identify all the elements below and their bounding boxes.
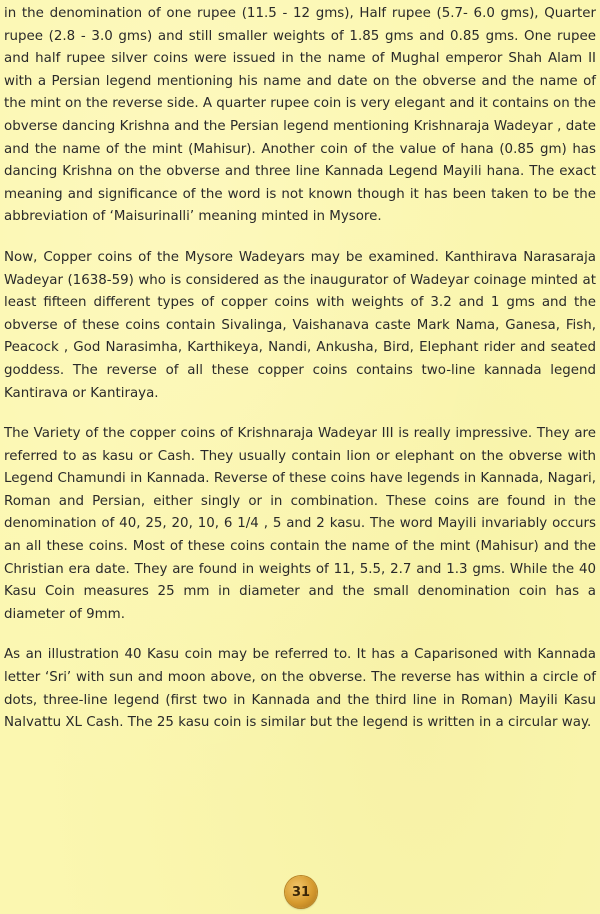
paragraph-silver-coins: in the denomination of one rupee (11.5 - 12 gms), Half rupee (5.7- 6.0 gms), Quarter rupee (2.8 - 3.0 gms) and still smaller weights of 1.85 gms and 0.85 gms. One rupee and half rupee silver coins were issued in the name of Mughal emperor Shah Alam II with a Persian legend mentioning his name and date on the obverse and the name of the mint on the reverse side. A quarter rupee coin is very elegant and it contains on the obverse dancing Krishna and the Persian legend mentioning Krishnaraja Wadeyar , date and the name of the mint (Mahisur). Another coin of the value of hana (0.85 gm) has dancing Krishna on the obverse and three line Kannada Legend Mayili hana. The exact meaning and significance of the word is not known though it has been taken to be the abbreviation of ‘Maisurinalli’ meaning minted in Mysore.: [4, 6, 596, 225]
paragraph-krishnaraja-kasu: The Variety of the copper coins of Krishnaraja Wadeyar III is really impressive. They are referred to as kasu or Cash. They usually contain lion or elephant on the obverse with Legend Chamundi in Kannada. Reverse of these coins have legends in Kannada, Nagari, Roman and Persian, either singly or in combination. These coins are found in the denomination of 40, 25, 20, 10, 6 1/4 , 5 and 2 kasu. The word Mayili invariably occurs an all these coins. Most of these coins contain the name of the mint (Mahisur) and the Christian era date. They are found in weights of 11, 5.5, 2.7 and 1.3 gms. While the 40 Kasu Coin measures 25 mm in diameter and the small denomination coin has a diameter of 9mm.: [4, 426, 596, 622]
paragraph-40-kasu-illustration: As an illustration 40 Kasu coin may be referred to. It has a Caparisoned with Kannada letter ‘Sri’ with sun and moon above, on the obverse. The reverse has within a circle of dots, three-line legend (first two in Kannada and the third line in Roman) Mayili Kasu Nalvattu XL Cash. The 25 kasu coin is similar but the legend is written in a circular way.: [4, 647, 596, 731]
body-text: [4, 3, 596, 753]
paragraph-copper-coins-intro: Now, Copper coins of the Mysore Wadeyars may be examined. Kanthirava Narasaraja Wadeyar (1638-59) who is considered as the inaugurator of Wadeyar coinage minted at least fifteen different types of copper coins with weights of 3.2 and 1 gms and the obverse of these coins contain Sivalinga, Vaishanava caste Mark Nama, Ganesa, Fish, Peacock , God Narasimha, Karthikeya, Nandi, Ankusha, Bird, Elephant rider and seated goddess. The reverse of all these copper coins contains two-line kannada legend Kantirava or Kantiraya.: [4, 249, 596, 401]
page-number-badge: [285, 876, 317, 908]
page-number: 31: [291, 884, 311, 900]
